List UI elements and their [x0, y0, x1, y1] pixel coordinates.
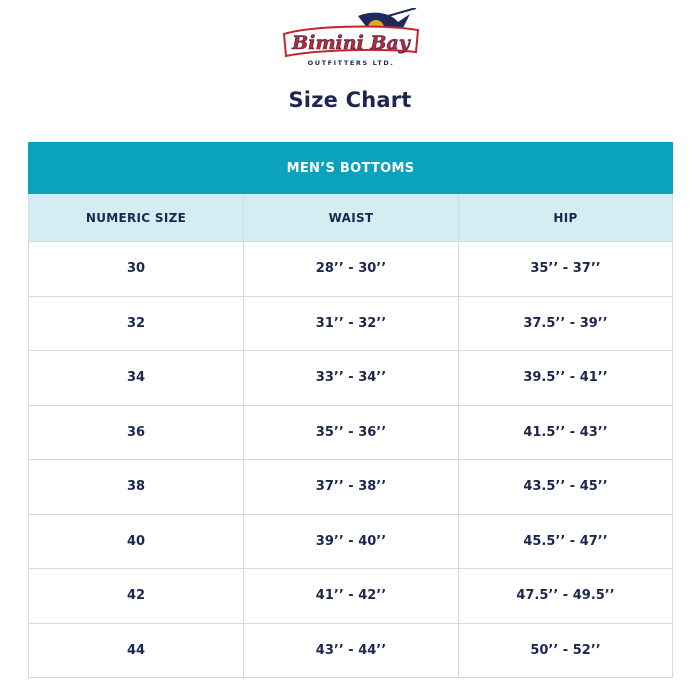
- size-chart-table: [28, 142, 673, 678]
- cell-numeric-size: 38: [29, 460, 244, 515]
- cell-hip: 45.5’’ - 47’’: [459, 514, 673, 569]
- table-row: [29, 460, 673, 515]
- table-row: [29, 623, 673, 678]
- cell-numeric-size: 42: [29, 569, 244, 624]
- logo-subtitle: OUTFITTERS LTD.: [307, 59, 395, 67]
- cell-hip: 43.5’’ - 45’’: [459, 460, 673, 515]
- table-row: [29, 296, 673, 351]
- cell-hip: 39.5’’ - 41’’: [459, 351, 673, 406]
- cell-numeric-size: 36: [29, 405, 244, 460]
- cell-hip: 35’’ - 37’’: [459, 242, 673, 297]
- marlin-bill-icon: [388, 8, 416, 16]
- column-header-hip: HIP: [459, 194, 673, 242]
- cell-waist: 28’’ - 30’’: [244, 242, 459, 297]
- table-row: [29, 242, 673, 297]
- cell-waist: 41’’ - 42’’: [244, 569, 459, 624]
- page-title: Size Chart: [288, 88, 412, 112]
- cell-waist: 43’’ - 44’’: [244, 623, 459, 678]
- cell-hip: 50’’ - 52’’: [459, 623, 673, 678]
- cell-numeric-size: 34: [29, 351, 244, 406]
- cell-numeric-size: 44: [29, 623, 244, 678]
- cell-numeric-size: 32: [29, 296, 244, 351]
- table-row: [29, 405, 673, 460]
- cell-waist: 33’’ - 34’’: [244, 351, 459, 406]
- table-row: [29, 351, 673, 406]
- cell-waist: 37’’ - 38’’: [244, 460, 459, 515]
- cell-hip: 37.5’’ - 39’’: [459, 296, 673, 351]
- cell-waist: 31’’ - 32’’: [244, 296, 459, 351]
- cell-hip: 41.5’’ - 43’’: [459, 405, 673, 460]
- brand-logo: [280, 8, 422, 68]
- cell-numeric-size: 30: [29, 242, 244, 297]
- cell-numeric-size: 40: [29, 514, 244, 569]
- cell-waist: 39’’ - 40’’: [244, 514, 459, 569]
- cell-hip: 47.5’’ - 49.5’’: [459, 569, 673, 624]
- column-header-waist: WAIST: [244, 194, 459, 242]
- column-header-numeric-size: NUMERIC SIZE: [29, 194, 244, 242]
- bimini-bay-logo-icon: [280, 8, 422, 68]
- logo-word: Bimini Bay: [292, 32, 410, 54]
- table-header-row: [29, 194, 673, 242]
- cell-waist: 35’’ - 36’’: [244, 405, 459, 460]
- table-row: [29, 569, 673, 624]
- table-band-title: MEN’S BOTTOMS: [29, 143, 673, 194]
- table-row: [29, 514, 673, 569]
